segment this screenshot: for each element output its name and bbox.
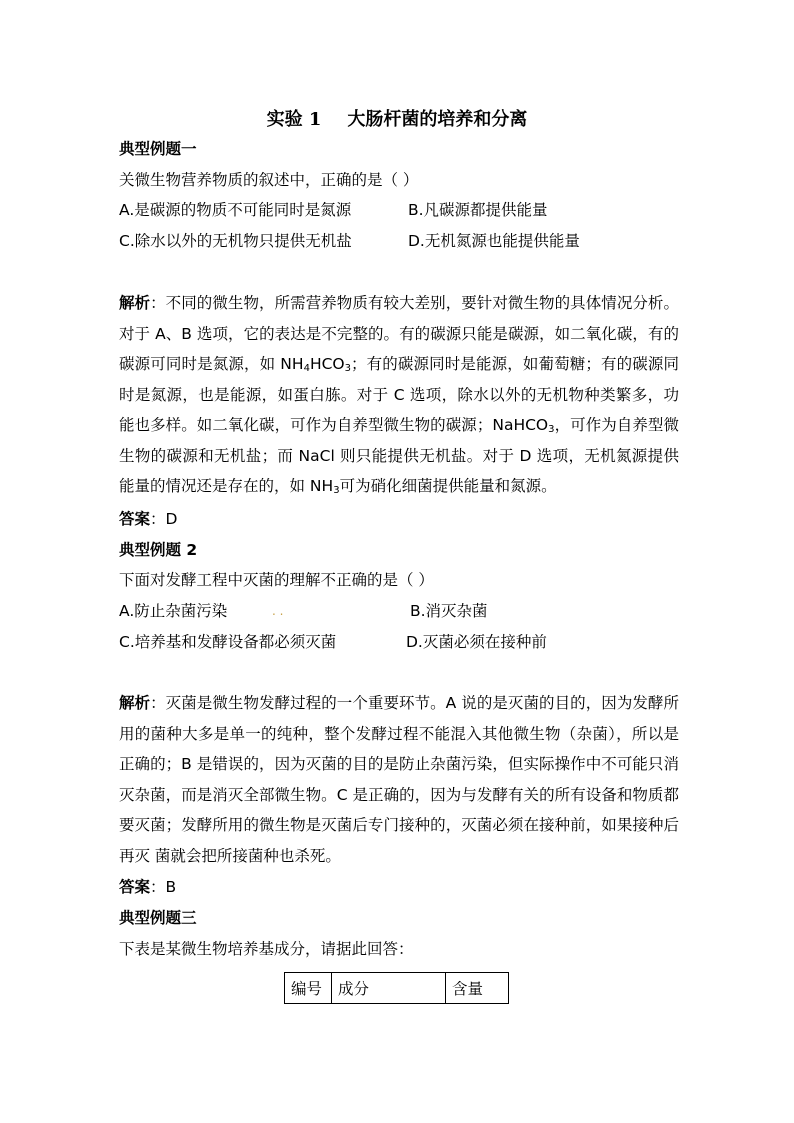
example2-option-a: A.防止杂菌污染 <box>119 602 228 620</box>
stray-dots: . . <box>272 604 284 618</box>
page-title <box>0 105 794 131</box>
analysis-text: ：灭菌是微生物发酵过程的一个重要环节。A 说的是灭菌的目的，因为发酵所用的菌种大多是单一的纯种，整个发酵过程不能混入其他微生物（杂菌），所以是正确的；B 是错误的，因为灭菌的目的是防止杂菌污染，但实际操作中不可能只消灭杂菌，而是消灭全部微生物。C 是正确的，因为与发酵有关的所有设备和物质都要灭菌；发酵所用的微生物是灭菌后专门接种的，灭菌必须在接种前，如果接种后再灭 菌就会把所接菌种也杀死。 <box>119 694 679 865</box>
example2-option-c: C.培养基和发酵设备都必须灭菌 <box>119 633 337 651</box>
example2-heading: 典型例题 2 <box>119 541 198 559</box>
example1-option-c: C.除水以外的无机物只提供无机盐 <box>119 232 352 250</box>
title-experiment-name: 大肠杆菌的培养和分离 <box>347 109 528 130</box>
table-header-component: 成分 <box>332 973 446 1004</box>
analysis-text: ，可作为自养型微生物的碳源和无机盐；而 NaCl 则只能提供无机盐。对于 D 选项，无机氮源提供能量的情况还是存在的，如 NH <box>119 416 679 495</box>
subscript: 3 <box>333 485 340 496</box>
example2-option-d: D.灭菌必须在接种前 <box>406 633 547 651</box>
analysis-label: 解析 <box>119 694 151 712</box>
answer-label: 答案 <box>119 878 151 896</box>
subscript: 4 <box>303 363 310 374</box>
analysis-text: ：不同的微生物，所需营养物质有较大差别，要针对微生物的具体情况分析。对于 A、B 选项，它的表达是不完整的。有的碳源只能是碳源，如二氧化碳，有的碳源可同时是氮源，如 NH <box>119 294 679 373</box>
title-experiment-number: 实验 1 <box>266 109 322 130</box>
example2-question: 下面对发酵工程中灭菌的理解不正确的是（ ） <box>119 571 434 589</box>
answer-label: 答案 <box>119 510 151 528</box>
medium-composition-table <box>284 972 509 1004</box>
subscript: 3 <box>344 363 351 374</box>
example2-analysis <box>119 688 679 871</box>
answer-value: ：B <box>150 878 177 896</box>
answer-value: ：D <box>150 510 178 528</box>
example1-analysis <box>119 288 679 502</box>
subscript: 3 <box>548 424 555 435</box>
analysis-text: HCO <box>309 355 345 373</box>
example1-answer <box>119 509 177 529</box>
example1-options-row1 <box>119 200 351 220</box>
table-header-row <box>285 973 509 1004</box>
example1-heading: 典型例题一 <box>119 140 197 158</box>
example1-question: 关微生物营养物质的叙述中，正确的是（ ） <box>119 171 419 189</box>
example3-heading: 典型例题三 <box>119 909 197 927</box>
analysis-label: 解析 <box>119 294 151 312</box>
example1-option-d: D.无机氮源也能提供能量 <box>408 232 580 250</box>
example1-option-b: B.凡碳源都提供能量 <box>408 201 548 219</box>
analysis-text: ；有的碳源同时是能源，如葡萄糖；有的碳源同时是氮源，也是能源，如蛋白胨。对于 C 选项，除水以外的无机物种类繁多，功能也多样。如二氧化碳，可作为自养型微生物的碳源；NaHCO <box>119 355 679 434</box>
table-header-amount: 含量 <box>446 973 509 1004</box>
example3-question: 下表是某微生物培养基成分，请据此回答： <box>119 940 414 958</box>
analysis-text: 可为硝化细菌提供能量和氮源。 <box>339 477 557 495</box>
example1-option-a: A.是碳源的物质不可能同时是氮源 <box>119 201 352 219</box>
example2-option-b: B.消灭杂菌 <box>410 602 488 620</box>
example2-answer <box>119 877 176 897</box>
table-header-number: 编号 <box>285 973 332 1004</box>
